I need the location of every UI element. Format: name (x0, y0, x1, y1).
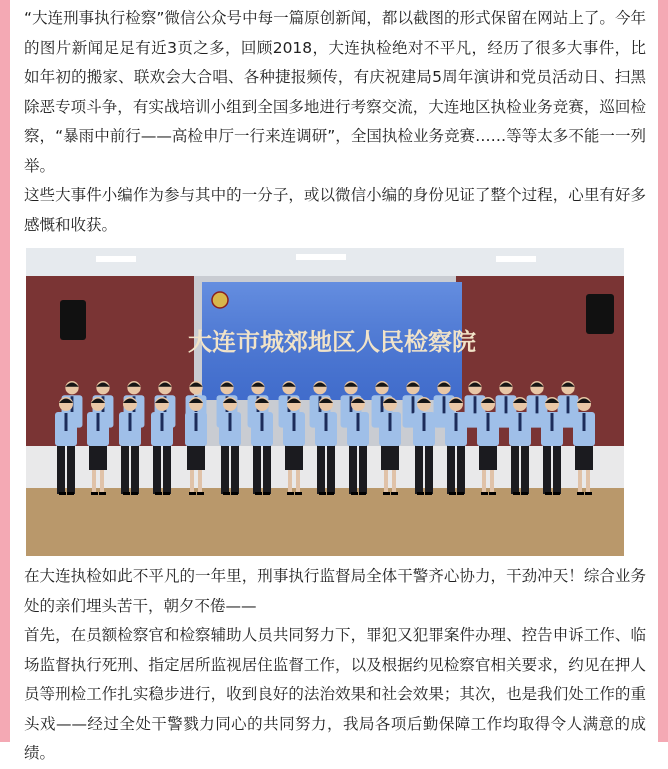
ceiling (26, 248, 624, 278)
group-photo-illustration (26, 248, 624, 556)
ceiling-light-1 (96, 256, 136, 262)
group-photo (26, 248, 624, 556)
left-border-decoration (0, 0, 10, 742)
article-body (24, 4, 646, 769)
ceiling-light-3 (496, 256, 536, 262)
people-group (55, 381, 595, 495)
procuratorate-emblem-icon (212, 292, 228, 308)
speaker-right (586, 294, 614, 334)
screen-banner-text: 大连市城郊地区人民检察院 (188, 327, 476, 356)
right-border-decoration (658, 0, 668, 742)
article-paragraph-2: 这些大事件小编作为参与其中的一分子，或以微信小编的身份见证了整个过程，心里有好多感慨和收获。 (24, 186, 646, 234)
article-paragraph-4: 首先，在员额检察官和检察辅助人员共同努力下，罪犯又犯罪案件办理、控告申诉工作、临场监督执行死刑、指定居所监视居住监督工作，以及根据约见检察官相关要求，约见在押人员等刑检工作扎实稳步进行，收到良好的法治效果和社会效果；其次，也是我们处工作的重头戏——经过全处干警戮力同心的共同努力，我局各项后勤保障工作均取得令人满意的成绩。 (24, 626, 646, 762)
ceiling-light-2 (296, 254, 346, 260)
article-paragraph-1: “大连刑事执行检察”微信公众号中每一篇原创新闻，都以截图的形式保留在网站上了。今年的图片新闻足足有近3页之多，回顾2018，大连执检绝对不平凡，经历了很多大事件，比如年初的搬家、联欢会大合唱、各种捷报频传，有庆祝建局5周年演讲和党员活动日、扫黑除恶专项斗争，有实战培训小组到全国多地进行考察交流，大连地区执检业务竞赛，巡回检察，“暴雨中前行——高检申厅一行来连调研”，全国执检业务竞赛……等等太多不能一一列举。 (24, 9, 646, 175)
speaker-left (60, 300, 86, 340)
floor (26, 488, 624, 556)
article-paragraph-3: 在大连执检如此不平凡的一年里，刑事执行监督局全体干警齐心协力，干劲冲天！综合业务处的亲们埋头苦干，朝夕不倦—— (24, 567, 646, 615)
